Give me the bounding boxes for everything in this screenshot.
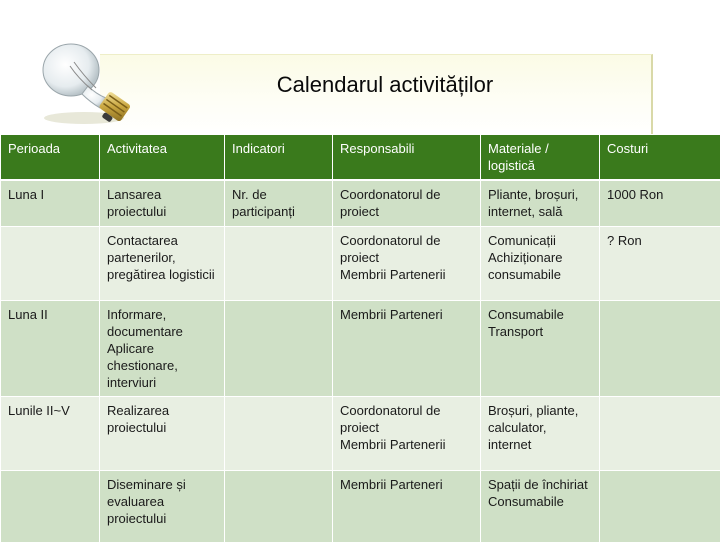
cell-costs: ? Ron <box>600 226 720 300</box>
cell-costs <box>600 300 720 396</box>
cell-costs <box>600 396 720 470</box>
cell-responsible <box>333 180 481 226</box>
cell-period: Luna II <box>1 300 100 396</box>
materials-line: Achiziționare consumabile <box>488 249 593 283</box>
cell-indicators <box>225 300 333 396</box>
materials-line: Pliante, broșuri, internet, sală <box>488 186 593 220</box>
table-row <box>1 300 720 396</box>
cell-materials <box>481 300 600 396</box>
cell-responsible <box>333 226 481 300</box>
table-header-row <box>1 135 720 181</box>
header-materials: Materiale / logistică <box>481 135 600 181</box>
cell-period <box>1 470 100 542</box>
header-costs: Costuri <box>600 135 720 181</box>
table-row <box>1 396 720 470</box>
cell-activity: Diseminare și evaluarea proiectului <box>100 470 225 542</box>
header-activity: Activitatea <box>100 135 225 181</box>
cell-materials <box>481 470 600 542</box>
responsible-line: Membrii Partenerii <box>340 436 474 453</box>
cell-costs <box>600 470 720 542</box>
header-responsible: Responsabili <box>333 135 481 181</box>
header-period: Perioada <box>1 135 100 181</box>
responsible-line: Coordonatorul de proiect <box>340 186 474 220</box>
cell-indicators <box>225 470 333 542</box>
cell-materials <box>481 226 600 300</box>
activity-line: Aplicare chestionare, interviuri <box>107 340 218 391</box>
cell-activity <box>100 300 225 396</box>
cell-indicators <box>225 226 333 300</box>
table-row <box>1 470 720 542</box>
cell-activity: Lansarea proiectului <box>100 180 225 226</box>
responsible-line: Coordonatorul de proiect <box>340 402 474 436</box>
cell-responsible <box>333 396 481 470</box>
header-indicators: Indicatori <box>225 135 333 181</box>
cell-responsible <box>333 300 481 396</box>
materials-line: Comunicații <box>488 232 593 249</box>
cell-materials <box>481 180 600 226</box>
cell-materials <box>481 396 600 470</box>
cell-activity: Realizarea proiectului <box>100 396 225 470</box>
responsible-line: Membrii Parteneri <box>340 306 474 323</box>
responsible-line: Membrii Partenerii <box>340 266 474 283</box>
cell-activity: Contactarea partenerilor, pregătirea logisticii <box>100 226 225 300</box>
materials-line: Consumabile Transport <box>488 306 593 340</box>
light-bulb-icon <box>26 36 146 126</box>
cell-costs: 1000 Ron <box>600 180 720 226</box>
cell-period <box>1 226 100 300</box>
cell-indicators: Nr. de participanți <box>225 180 333 226</box>
cell-period: Lunile II~V <box>1 396 100 470</box>
activity-line: Informare, documentare <box>107 306 218 340</box>
materials-line: Spații de închiriat Consumabile <box>488 476 593 510</box>
cell-indicators <box>225 396 333 470</box>
slide-title: Calendarul activităților <box>200 72 570 98</box>
table-row <box>1 226 720 300</box>
responsible-line: Coordonatorul de proiect <box>340 232 474 266</box>
cell-responsible <box>333 470 481 542</box>
materials-line: Broșuri, pliante, calculator, internet <box>488 402 593 453</box>
responsible-line: Membrii Parteneri <box>340 476 474 493</box>
activity-schedule-table <box>0 134 720 542</box>
table-row <box>1 180 720 226</box>
cell-period: Luna I <box>1 180 100 226</box>
